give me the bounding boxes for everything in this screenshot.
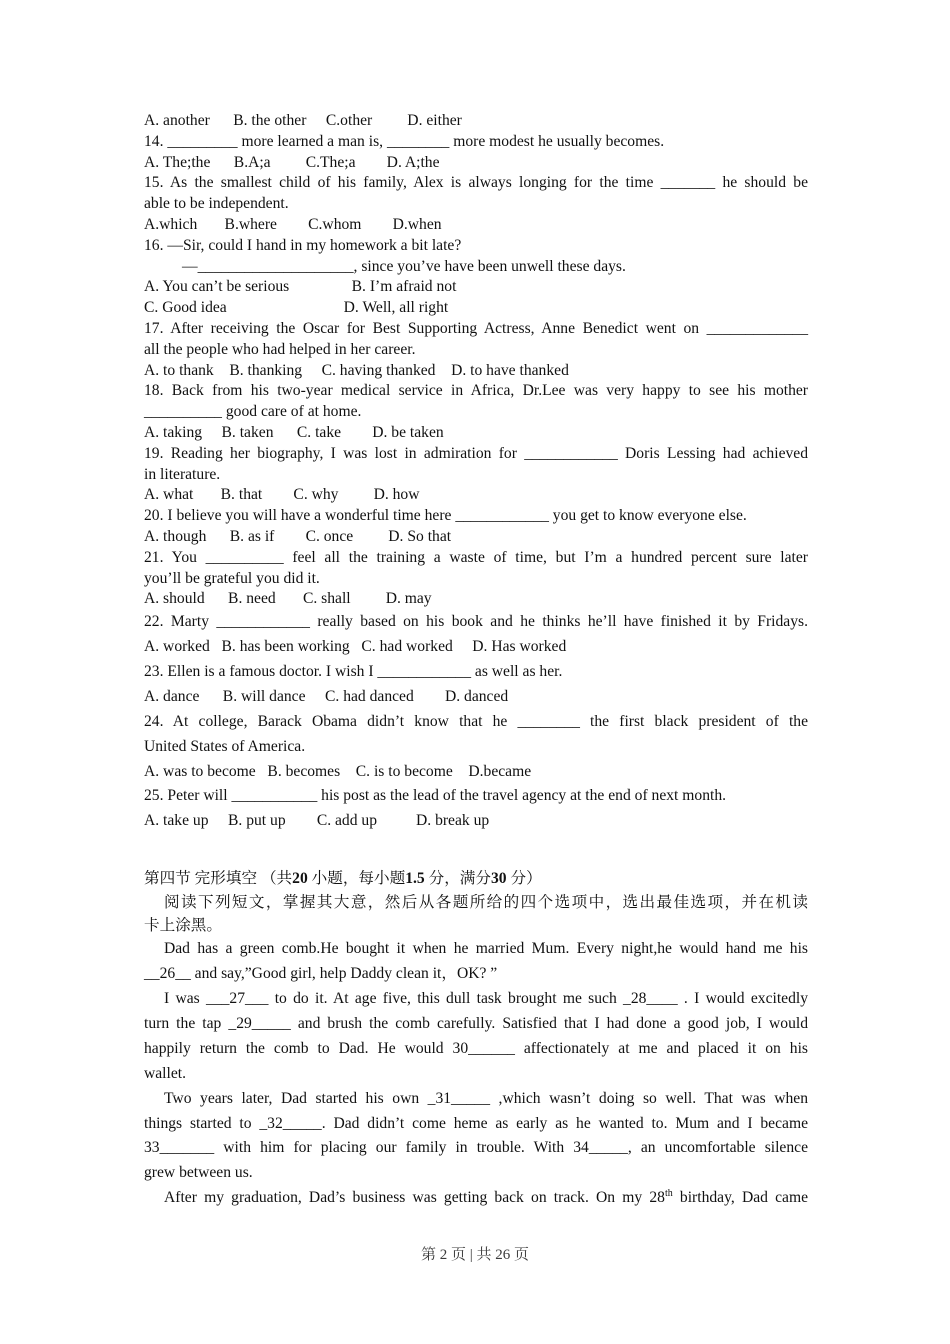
text-line: 25. Peter will ___________ his post as the lead of the travel agency at the end of next month. bbox=[144, 787, 727, 805]
text-line: all the people who had helped in her career. bbox=[144, 340, 416, 358]
text-line: things started to _32_____. Dad didn’t come heme as early as he wanted to. Mum and I became bbox=[144, 1114, 808, 1132]
text-line: A. dance B. will dance C. had danced D. danced bbox=[144, 687, 509, 705]
spacer bbox=[144, 834, 808, 867]
text-line: —____________________, since you’ve have been unwell these days. bbox=[182, 257, 626, 275]
text-line: 17. After receiving the Oscar for Best Supporting Actress, Anne Benedict went on _____________ bbox=[144, 319, 808, 337]
text-line: A. was to become B. becomes C. is to become D.became bbox=[144, 762, 532, 780]
text-line: happily return the comb to Dad. He would 30______ affectionately at me and placed it on his bbox=[144, 1039, 808, 1057]
text-line: 19. Reading her biography, I was lost in admiration for ____________ Doris Lessing had achieved bbox=[144, 444, 808, 462]
text-line: 22. Marty ____________ really based on his book and he thinks he’ll have finished it by Fridays. bbox=[144, 613, 808, 631]
text-line: A. You can’t be serious B. I’m afraid not bbox=[144, 278, 457, 296]
text-line: A. take up B. put up C. add up D. break up bbox=[144, 812, 490, 830]
text-line: A. worked B. has been working C. had worked D. Has worked bbox=[144, 638, 567, 656]
text-line: wallet. bbox=[144, 1064, 186, 1082]
text-line: __26__ and say,”Good girl, help Daddy clean it，OK? ” bbox=[144, 965, 498, 983]
text-line: A. The;the B.A;a C.The;a D. A;the bbox=[144, 153, 440, 171]
document-body bbox=[144, 111, 808, 1211]
text-line: After my graduation, Dad’s business was getting back on track. On my 28th birthday, Dad came bbox=[164, 1188, 808, 1207]
text-line: 23. Ellen is a famous doctor. I wish I ____________ as well as her. bbox=[144, 662, 563, 680]
text-line: A. taking B. taken C. take D. be taken bbox=[144, 423, 444, 441]
text-line: __________ good care of at home. bbox=[144, 403, 362, 421]
text-line: 20. I believe you will have a wonderful time here ____________ you get to know everyone else. bbox=[144, 507, 747, 525]
text-line: 第四节 完形填空 （共20 小题，每小题1.5 分，满分30 分） bbox=[144, 870, 542, 888]
text-line: I was ___27___ to do it. At age five, this dull task brought me such _28____ . I would excitedly bbox=[164, 989, 808, 1007]
text-line: 15. As the smallest child of his family, Alex is always longing for the time _______ he should be bbox=[144, 174, 808, 192]
text-line: A.which B.where C.whom D.when bbox=[144, 215, 442, 233]
text-line: A. should B. need C. shall D. may bbox=[144, 590, 432, 608]
text-line: A. though B. as if C. once D. So that bbox=[144, 527, 452, 545]
page-footer: 第 2 页 | 共 26 页 bbox=[420, 1247, 529, 1263]
text-line: 阅读下列短文，掌握其大意，然后从各题所给的四个选项中，选出最佳选项，并在机读 bbox=[164, 893, 808, 911]
text-line: A. another B. the other C.other D. either bbox=[144, 112, 462, 129]
text-line: C. Good idea D. Well, all right bbox=[144, 299, 449, 317]
text-line: 18. Back from his two-year medical service in Africa, Dr.Lee was very happy to see his mother bbox=[144, 382, 808, 400]
text-line: grew between us. bbox=[144, 1164, 253, 1182]
text-line: you’ll be grateful you did it. bbox=[144, 569, 320, 587]
text-line: United States of America. bbox=[144, 737, 306, 755]
text-line: A. what B. that C. why D. how bbox=[144, 486, 420, 504]
text-line: 21. You __________ feel all the training a waste of time, but I’m a hundred percent sure later bbox=[144, 548, 808, 566]
text-line: A. to thank B. thanking C. having thanked D. to have thanked bbox=[144, 361, 569, 379]
text-line: in literature. bbox=[144, 465, 221, 483]
text-line: able to be independent. bbox=[144, 195, 289, 213]
text-line: 卡上涂黑。 bbox=[144, 916, 222, 934]
text-line: Two years later, Dad started his own _31_____ ,which wasn’t doing so well. That was when bbox=[164, 1089, 808, 1107]
text-line: 14. _________ more learned a man is, ________ more modest he usually becomes. bbox=[144, 132, 665, 150]
text-line: turn the tap _29_____ and brush the comb carefully. Satisfied that I had done a good job, I would bbox=[144, 1014, 808, 1032]
text-line: 24. At college, Barack Obama didn’t know that he ________ the first black president of the bbox=[144, 712, 808, 730]
text-line: Dad has a green comb.He bought it when he married Mum. Every night,he would hand me his bbox=[164, 940, 808, 958]
text-line: 16. —Sir, could I hand in my homework a bit late? bbox=[144, 236, 462, 254]
text-line: 33_______ with him for placing our family in trouble. With 34_____, an uncomfortable silence bbox=[144, 1139, 808, 1157]
